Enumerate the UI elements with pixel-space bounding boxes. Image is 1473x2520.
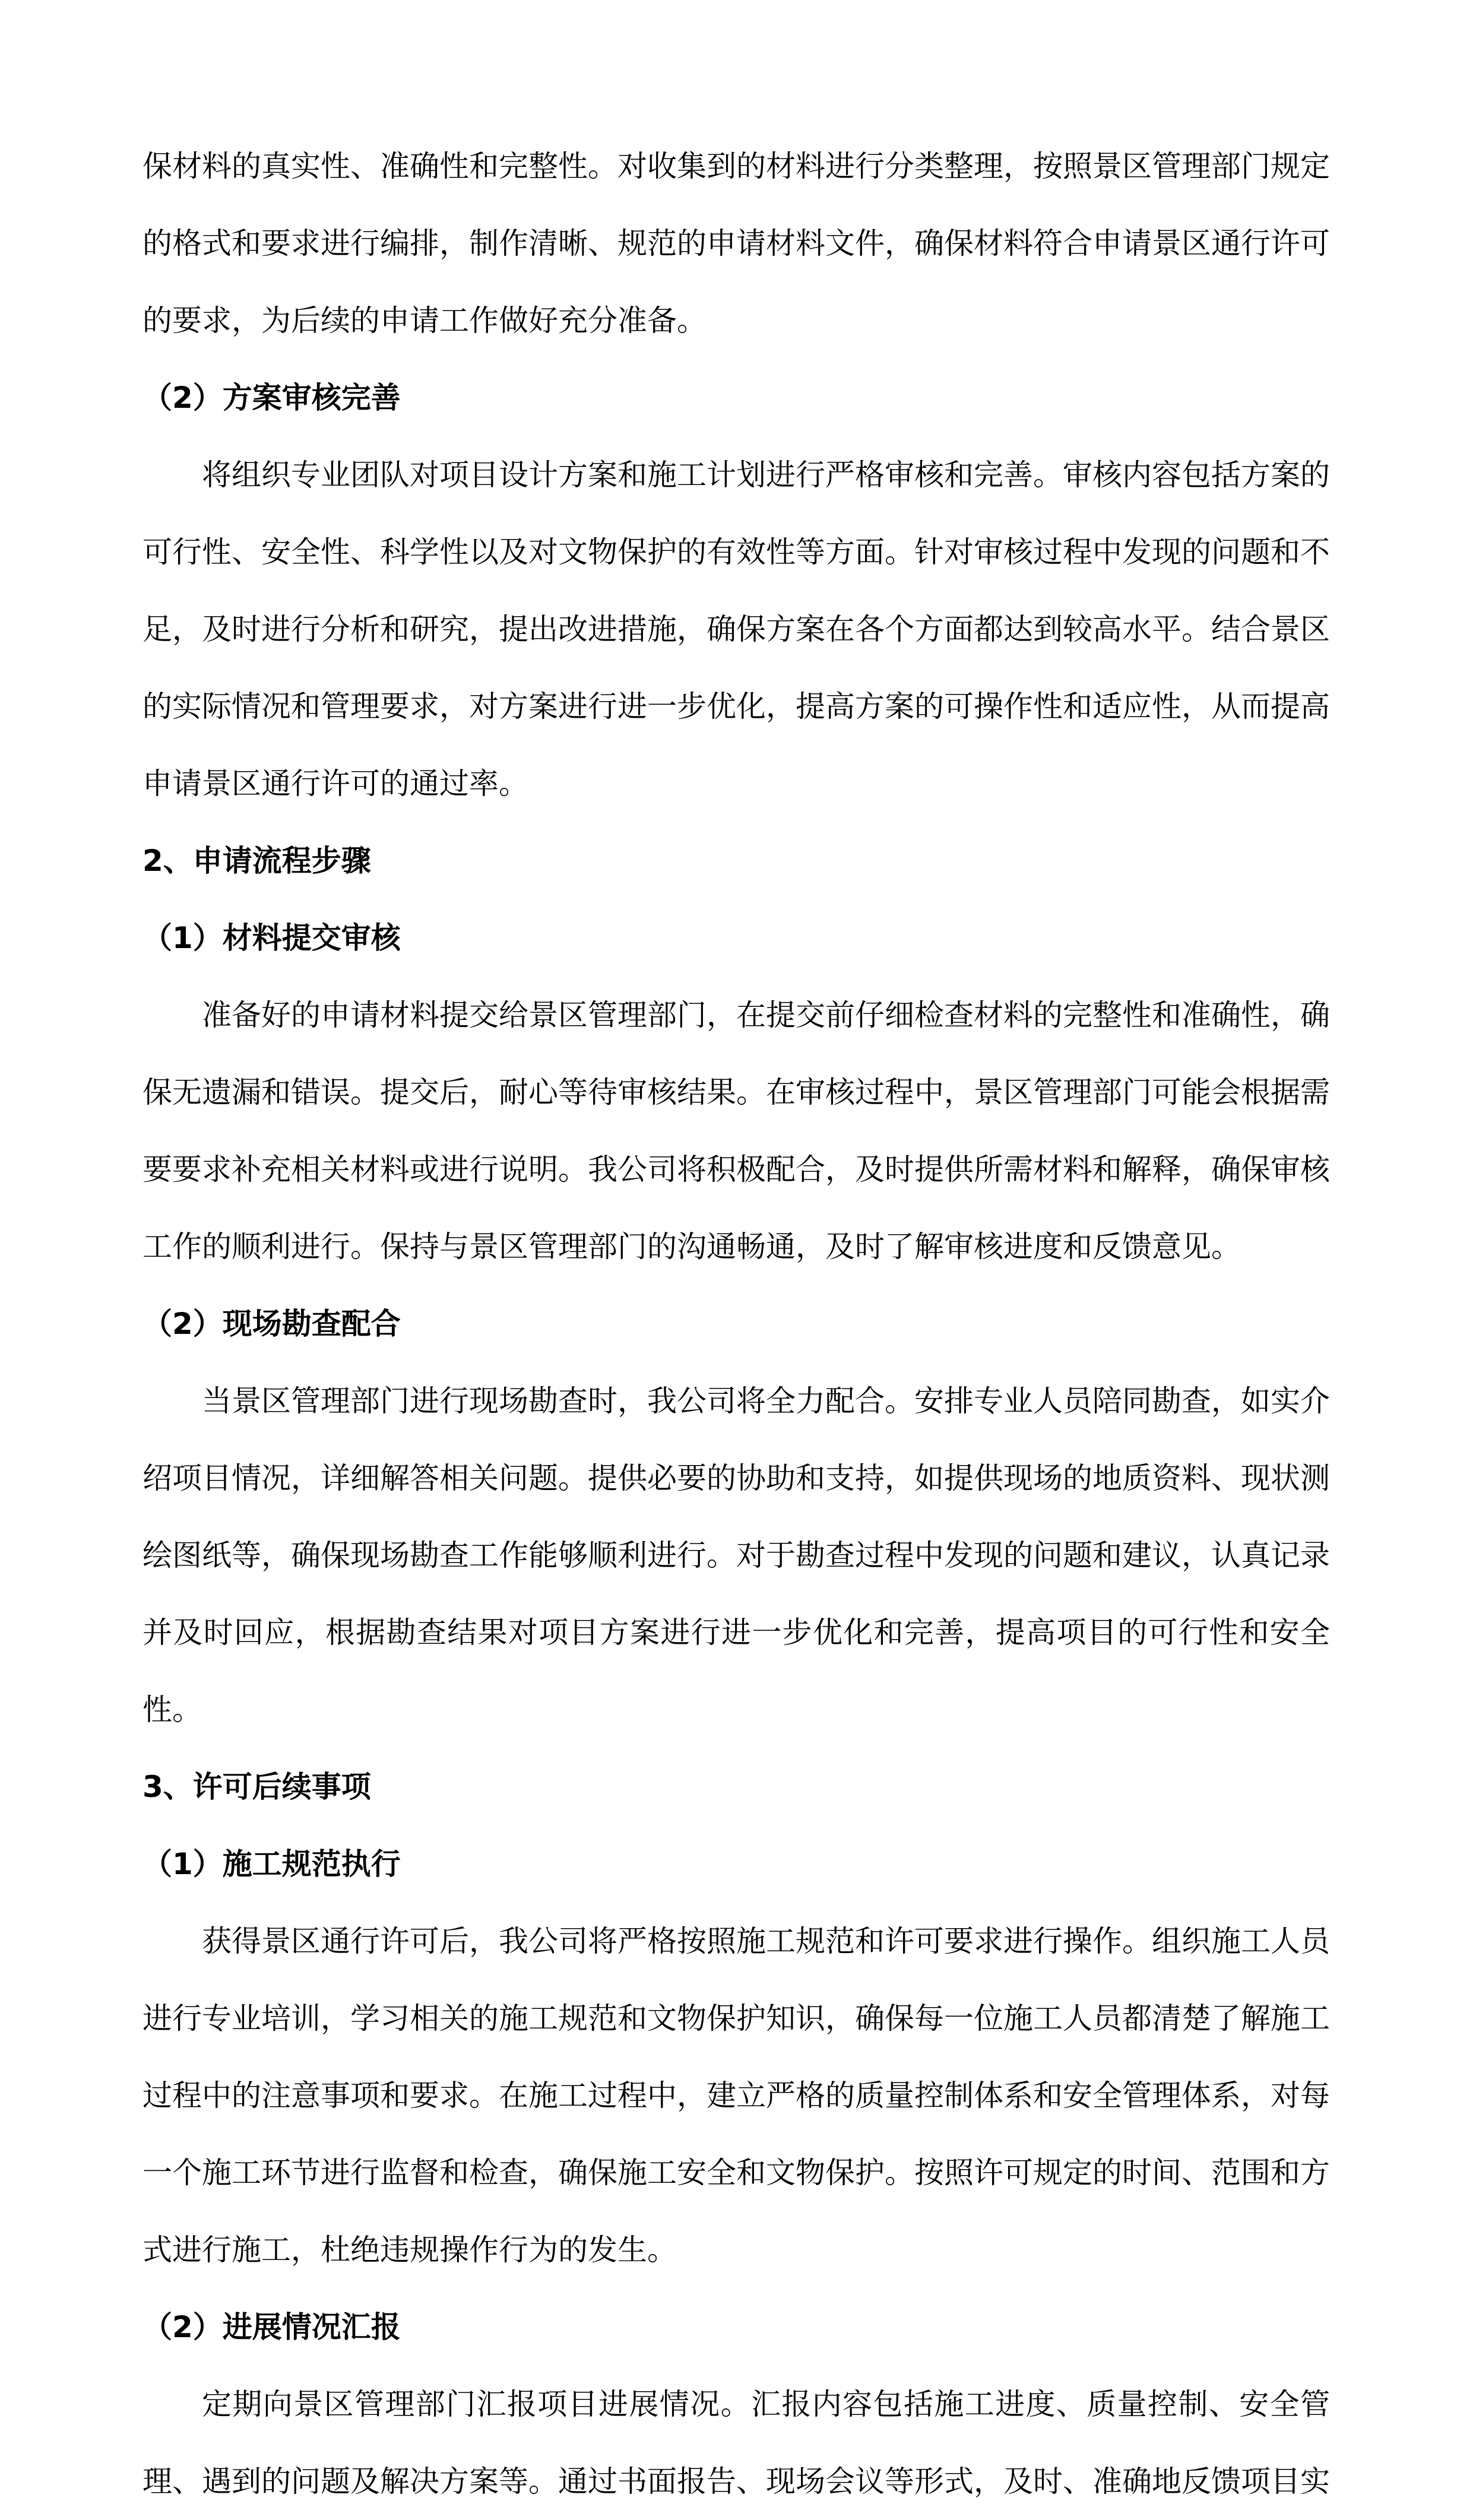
paragraph-line: 的格式和要求进行编排，制作清晰、规范的申请材料文件，确保材料符合申请景区通行许可 [142,226,1330,261]
paragraph-line: 性。 [142,1692,202,1727]
paragraph-line: 进行专业培训，学习相关的施工规范和文物保护知识，确保每一位施工人员都清楚了解施工 [142,2001,1330,2036]
paragraph-line: 要要求补充相关材料或进行说明。我公司将积极配合，及时提供所需材料和解释，确保审核 [142,1152,1330,1187]
paragraph-line: 工作的顺利进行。保持与景区管理部门的沟通畅通，及时了解审核进度和反馈意见。 [142,1229,1241,1264]
paragraph-line: 保无遗漏和错误。提交后，耐心等待审核结果。在审核过程中，景区管理部门可能会根据需 [142,1075,1330,1110]
paragraph [142,128,1330,359]
paragraph-line: 将组织专业团队对项目设计方案和施工计划进行严格审核和完善。审核内容包括方案的 [202,458,1330,492]
paragraph-line: 保材料的真实性、准确性和完整性。对收集到的材料进行分类整理，按照景区管理部门规定 [142,149,1330,183]
document-page [142,128,1330,2520]
paragraph [142,1903,1330,2288]
section-heading: 2、申请流程步骤 [142,844,371,878]
paragraph-line: 的实际情况和管理要求，对方案进行进一步优化，提高方案的可操作性和适应性，从而提高 [142,689,1330,724]
paragraph-line: 并及时回应，根据勘查结果对项目方案进行进一步优化和完善，提高项目的可行性和安全 [142,1615,1330,1650]
subsection-heading: （1）施工规范执行 [142,1847,401,1881]
paragraph-line: 获得景区通行许可后，我公司将严格按照施工规范和许可要求进行操作。组织施工人员 [202,1924,1330,1958]
subsection-heading: （1）材料提交审核 [142,921,401,955]
paragraph-line: 准备好的申请材料提交给景区管理部门，在提交前仔细检查材料的完整性和准确性，确 [202,998,1330,1032]
paragraph-line: 申请景区通行许可的通过率。 [142,766,528,801]
section-heading: 3、许可后续事项 [142,1770,371,1804]
paragraph-line: 绘图纸等，确保现场勘查工作能够顺利进行。对于勘查过程中发现的问题和建议，认真记录 [142,1538,1330,1573]
paragraph-line: 的要求，为后续的申请工作做好充分准备。 [142,303,707,338]
paragraph-line: 当景区管理部门进行现场勘查时，我公司将全力配合。安排专业人员陪同勘查，如实介 [202,1384,1330,1418]
paragraph [142,2366,1330,2520]
subsection-heading: （2）现场勘查配合 [142,1307,401,1341]
paragraph-line: 可行性、安全性、科学性以及对文物保护的有效性等方面。针对审核过程中发现的问题和不 [142,535,1330,569]
subsection-heading: （2）进展情况汇报 [142,2310,401,2344]
paragraph [142,1362,1330,1748]
subsection-heading: （2）方案审核完善 [142,381,401,415]
paragraph [142,977,1330,1285]
paragraph-line: 定期向景区管理部门汇报项目进展情况。汇报内容包括施工进度、质量控制、安全管 [202,2387,1330,2421]
paragraph-line: 一个施工环节进行监督和检查，确保施工安全和文物保护。按照许可规定的时间、范围和方 [142,2156,1330,2190]
paragraph-line: 过程中的注意事项和要求。在施工过程中，建立严格的质量控制体系和安全管理体系，对每 [142,2078,1330,2113]
paragraph [142,436,1330,822]
paragraph-line: 理、遇到的问题及解决方案等。通过书面报告、现场会议等形式，及时、准确地反馈项目实 [142,2464,1330,2499]
paragraph-line: 足，及时进行分析和研究，提出改进措施，确保方案在各个方面都达到较高水平。结合景区 [142,612,1330,646]
paragraph-line: 式进行施工，杜绝违规操作行为的发生。 [142,2233,677,2267]
paragraph-line: 绍项目情况，详细解答相关问题。提供必要的协助和支持，如提供现场的地质资料、现状测 [142,1461,1330,1495]
